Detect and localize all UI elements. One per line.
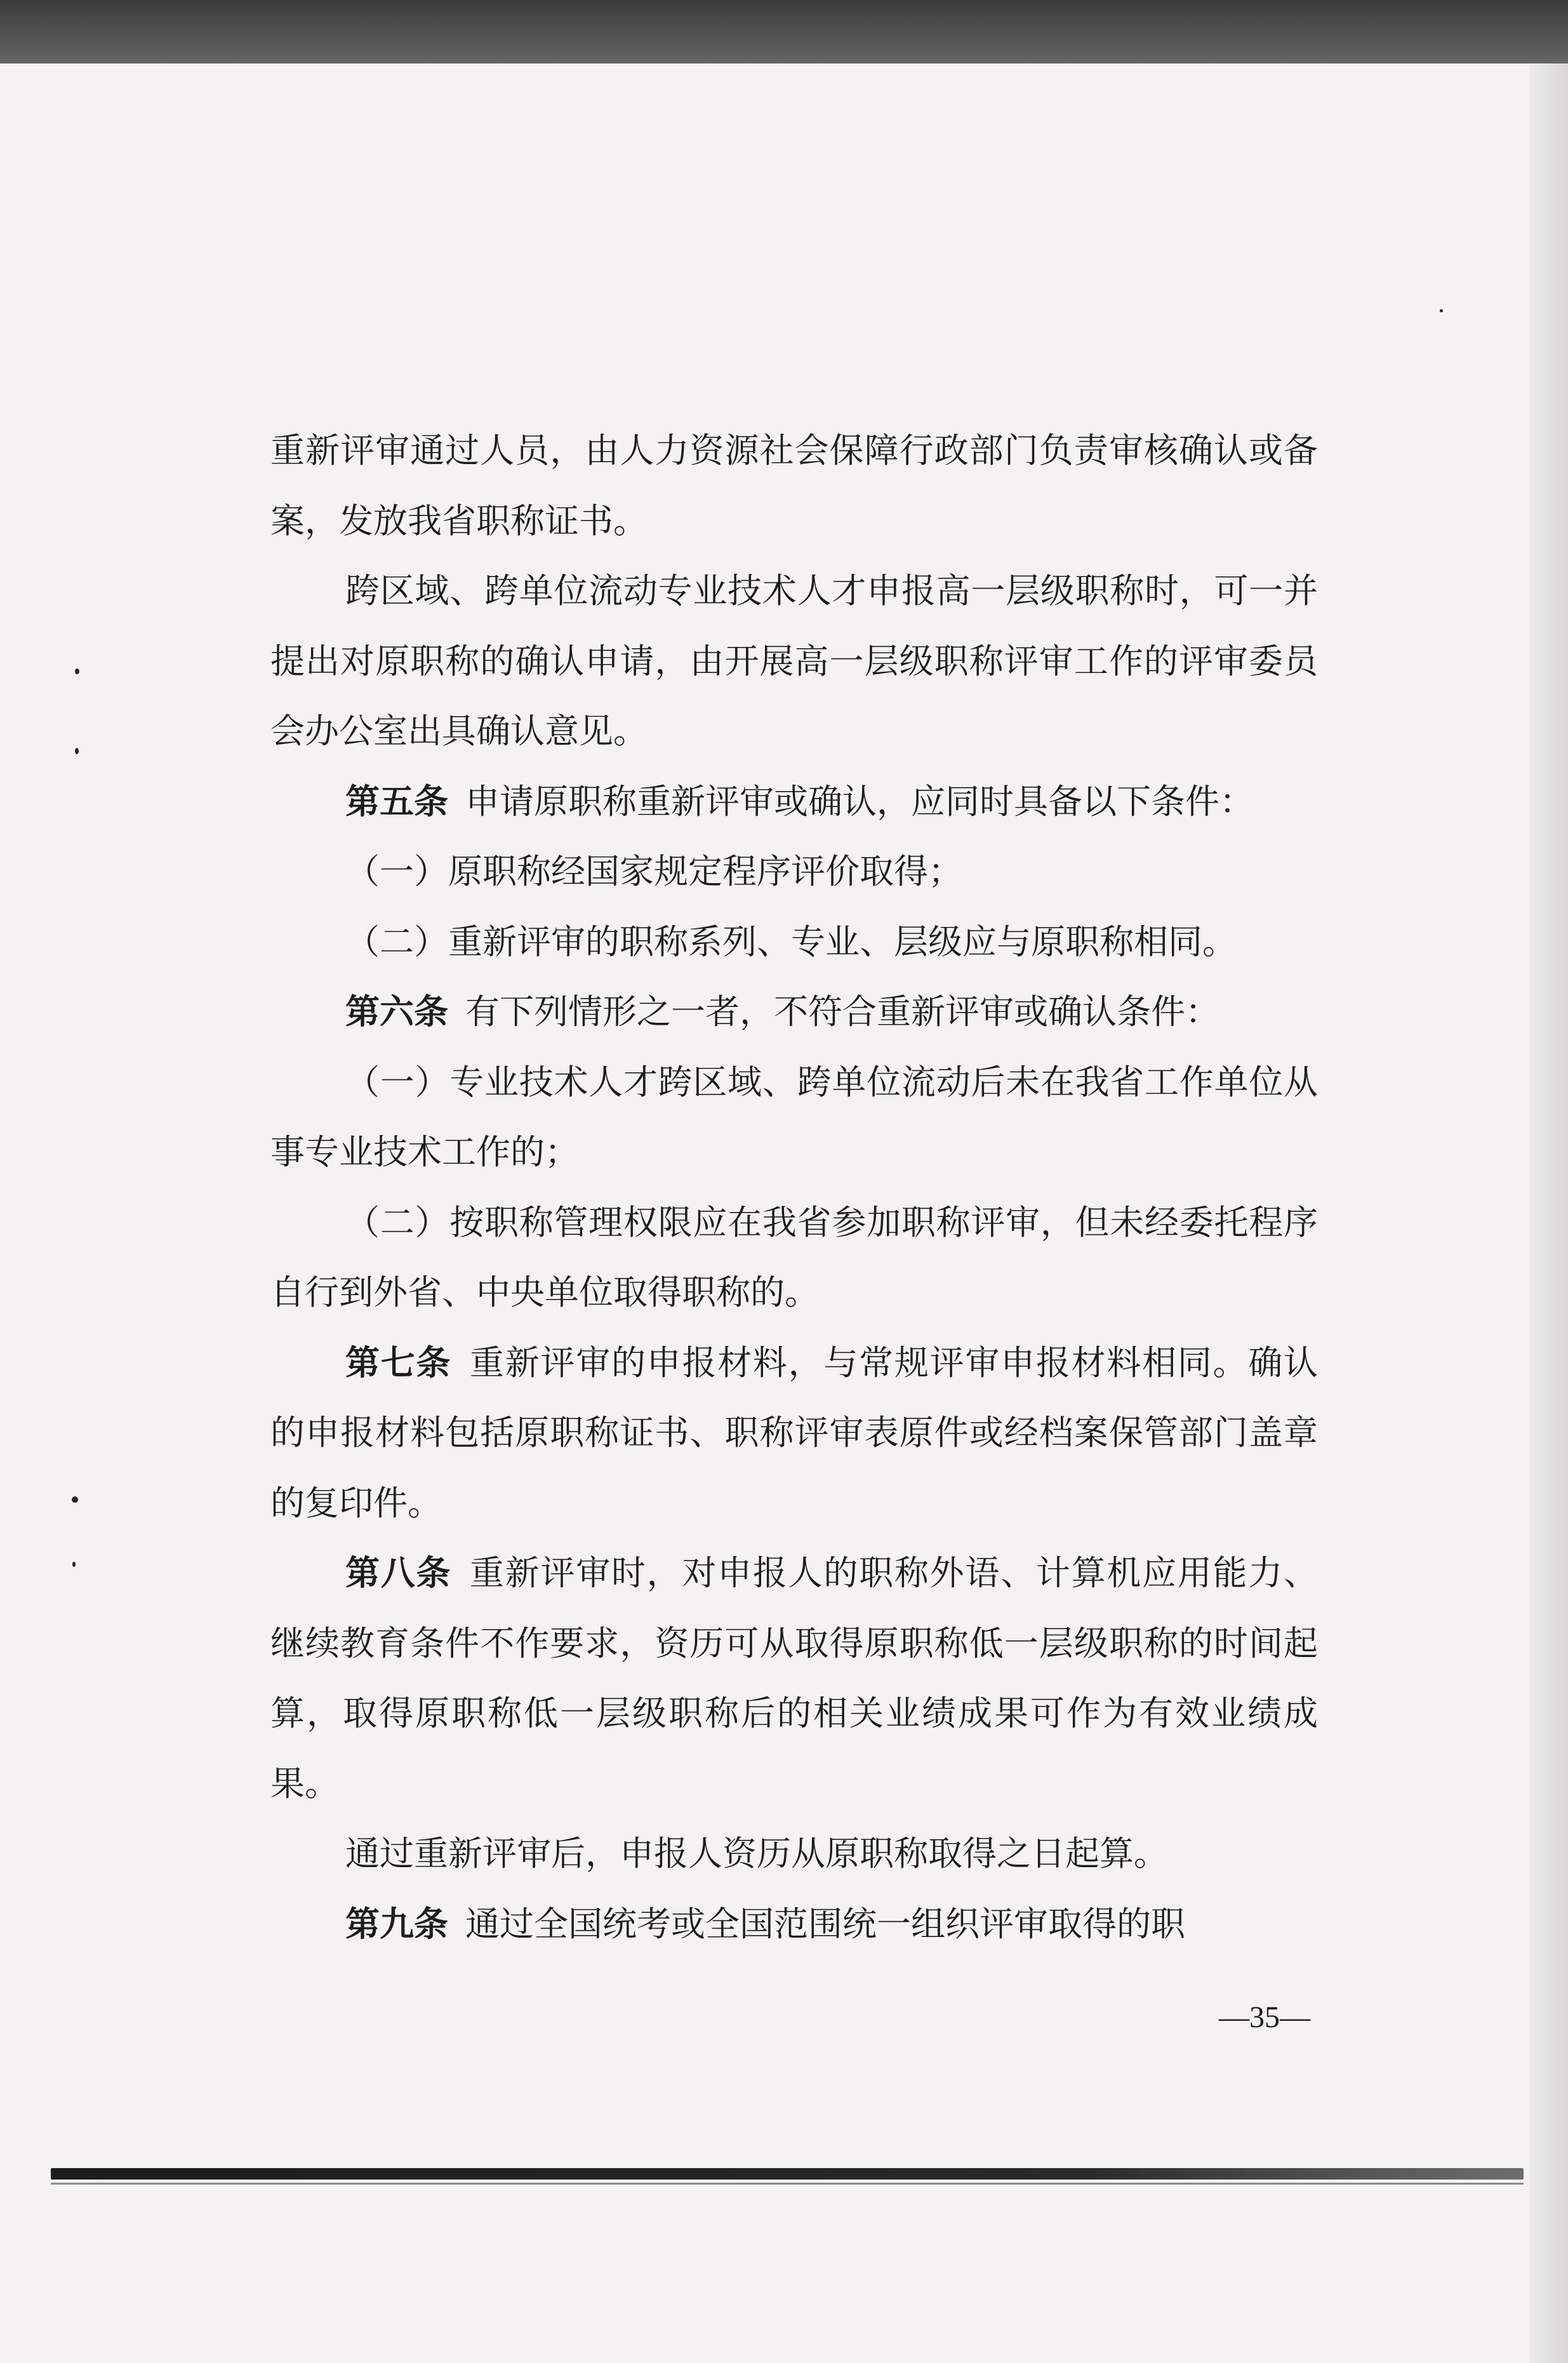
scan-speck bbox=[72, 1562, 76, 1567]
footer-rule-thin bbox=[51, 2183, 1524, 2185]
footer-rule bbox=[51, 2168, 1524, 2180]
article-number: 第六条 bbox=[345, 992, 448, 1032]
paragraph-text: （一）专业技术人才跨区域、跨单位流动后未在我省工作单位从事专业技术工作的； bbox=[270, 1062, 1318, 1172]
paragraph-text: 通过重新评审后，申报人资历从原职称取得之日起算。 bbox=[345, 1834, 1168, 1874]
page-number: —35— bbox=[1219, 2000, 1310, 2034]
paragraph-text: 通过全国统考或全国范围统一组织评审取得的职 bbox=[465, 1903, 1185, 1944]
scan-speck bbox=[75, 669, 79, 674]
paragraph-text: 有下列情形之一者，不符合重新评审或确认条件： bbox=[465, 992, 1219, 1032]
document-body bbox=[270, 416, 1318, 1959]
article-number: 第五条 bbox=[345, 781, 448, 822]
article-7-paragraph bbox=[270, 1328, 1318, 1539]
paragraph-1 bbox=[270, 416, 1318, 556]
scan-speck bbox=[1440, 309, 1443, 312]
paragraph-text: 申请原职称重新评审或确认，应同时具备以下条件： bbox=[465, 781, 1254, 822]
paragraph-text: 重新评审时，对申报人的职称外语、计算机应用能力、继续教育条件不作要求，资历可从取得原职称低一层级职称的时间起算，取得原职称低一层级职称后的相关业绩成果可作为有效业绩成果。 bbox=[270, 1553, 1319, 1804]
article-number: 第七条 bbox=[345, 1342, 452, 1383]
article-number: 第八条 bbox=[345, 1553, 452, 1593]
paragraph-text: 跨区域、跨单位流动专业技术人才申报高一层级职称时，可一并提出对原职称的确认申请，由开展高一层级职称评审工作的评审委员会办公室出具确认意见。 bbox=[270, 571, 1318, 751]
paragraph-text: （二）重新评审的职称系列、专业、层级应与原职称相同。 bbox=[345, 921, 1237, 962]
paragraph-text: （一）原职称经国家规定程序评价取得； bbox=[345, 851, 962, 891]
article-8-paragraph bbox=[270, 1538, 1318, 1819]
article-number: 第九条 bbox=[345, 1903, 448, 1944]
scan-speck bbox=[75, 748, 79, 754]
exclusion-item-2 bbox=[270, 1188, 1318, 1328]
condition-item-2 bbox=[270, 907, 1318, 978]
paragraph-2 bbox=[270, 556, 1318, 767]
paragraph-text: （二）按职称管理权限应在我省参加职称评审，但未经委托程序自行到外省、中央单位取得职称的。 bbox=[270, 1202, 1318, 1312]
scan-speck bbox=[72, 1496, 78, 1503]
page-edge-shadow bbox=[1530, 63, 1568, 2363]
paragraph-text: 重新评审通过人员，由人力资源社会保障行政部门负责审核确认或备案，发放我省职称证书。 bbox=[270, 430, 1318, 541]
paragraph-11 bbox=[270, 1819, 1318, 1889]
article-5-paragraph bbox=[270, 767, 1318, 837]
condition-item-1 bbox=[270, 837, 1318, 907]
scanner-top-shadow bbox=[0, 0, 1568, 70]
article-9-paragraph bbox=[270, 1889, 1318, 1960]
paragraph-text: 重新评审的申报材料，与常规评审申报材料相同。确认的申报材料包括原职称证书、职称评审表原件或经档案保管部门盖章的复印件。 bbox=[270, 1342, 1319, 1523]
exclusion-item-1 bbox=[270, 1048, 1318, 1188]
article-6-paragraph bbox=[270, 977, 1318, 1048]
